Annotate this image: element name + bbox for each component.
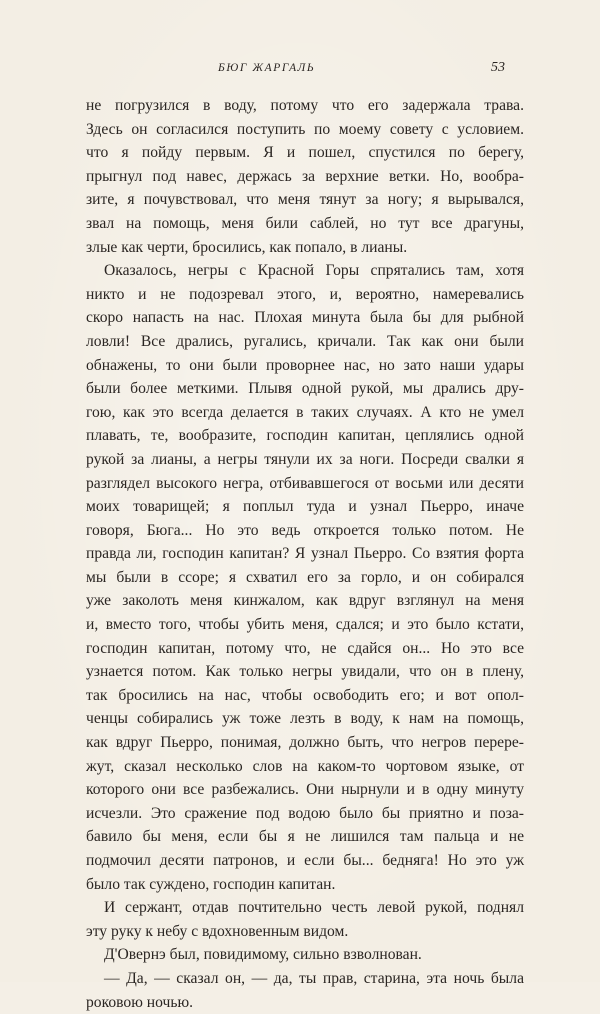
text-line: моих товарищей; я поплыл туда и узнал Пьерро, иначе xyxy=(86,498,524,516)
text-line: жут, сказал несколько слов на каком-то чортовом языке, от xyxy=(86,757,524,775)
text-line: — Да, — сказал он, — да, ты прав, старина, эта ночь была xyxy=(104,969,524,987)
text-line: звал на помощь, меня били саблей, но тут все драгуны, xyxy=(86,214,524,232)
text-line: узнается потом. Как только негры увидали, что он в плену, xyxy=(86,663,524,681)
text-line: Оказалось, негры с Красной Горы спрятались там, хотя xyxy=(104,262,524,280)
running-title: БЮГ ЖАРГАЛЬ xyxy=(218,62,316,74)
text-line: эту руку к небу с вдохновенным видом. xyxy=(86,922,349,940)
text-line: плавать, те, вообразите, господин капитан, цеплялись одной xyxy=(86,427,524,445)
text-line: И сержант, отдав почтительно честь левой рукой, поднял xyxy=(104,899,524,917)
text-line: Д'Овернэ был, повидимому, сильно взволнован. xyxy=(104,946,422,964)
text-line: прыгнул под навес, держась за верхние ветки. Но, вообра- xyxy=(86,167,524,185)
text-line: подмочил десяти патронов, и если бы... бедняга! Но это уж xyxy=(86,852,524,869)
text-line: не погрузился в воду, потому что его задержала трава. xyxy=(86,97,524,114)
text-line: ловли! Все дрались, ругались, кричали. Так как они были xyxy=(86,332,524,350)
text-line: скоро напасть на нас. Плохая минута была бы для рыбной xyxy=(86,309,524,327)
page-header xyxy=(0,60,600,80)
text-line: зите, я почувствовал, что меня тянут за ногу; я вырывался, xyxy=(86,191,524,209)
page-number: 53 xyxy=(491,60,505,75)
text-line: обнажены, то они были проворнее нас, но зато наши удары xyxy=(86,356,524,374)
text-line: злые как черти, бросились, как попало, в лианы. xyxy=(86,238,408,256)
text-line: было так суждено, господин капитан. xyxy=(86,875,336,893)
text-line: так бросились на нас, чтобы освободить его; и вот опол- xyxy=(86,686,524,704)
text-line: говоря, Бюга... Но это ведь откроется только потом. Не xyxy=(86,521,524,539)
text-line: Здесь он согласился поступить по моему совету с условием. xyxy=(86,120,524,138)
text-line: и, вместо того, чтобы убить меня, сдался; и это было кстати, xyxy=(86,616,524,634)
text-line: ченцы собирались уж тоже лезть в воду, к нам на помощь, xyxy=(86,710,524,728)
text-line: уже заколоть меня кинжалом, как вдруг взглянул на меня xyxy=(86,592,524,610)
text-line: никто и не подозревал этого, и, вероятно, намеревались xyxy=(86,285,524,303)
text-line: роковою ночью. xyxy=(86,993,194,1011)
body-text xyxy=(86,94,524,1014)
text-line: мы были в ссоре; я схватил его за горло, и он собирался xyxy=(86,568,524,586)
text-line: правда ли, господин капитан? Я узнал Пьерро. Со взятия форта xyxy=(86,545,524,563)
text-line: разглядел высокого негра, отбивавшегося от восьми или десяти xyxy=(86,474,524,492)
text-line: рукой за лианы, а негры тянули их за ноги. Посреди свалки я xyxy=(86,450,524,468)
text-line: были более меткими. Плывя одной рукой, мы дрались дру- xyxy=(86,380,524,398)
text-line: гою, как это всегда делается в таких случаях. А кто не умел xyxy=(86,403,524,421)
text-line: господин капитан, потому что, не сдайся он... Но это все xyxy=(86,639,524,657)
text-line: исчезли. Это сражение под водою было бы приятно и поза- xyxy=(86,804,524,822)
text-line: которого они все разбежались. Они нырнули и в одну минуту xyxy=(86,781,524,799)
text-line: бавило бы меня, если бы я не лишился там пальца и не xyxy=(86,828,524,846)
text-line: что я пойду первым. Я и пошел, спустился по берегу, xyxy=(86,144,524,162)
text-line: как вдруг Пьерро, понимая, должно быть, что негров перере- xyxy=(86,734,524,752)
